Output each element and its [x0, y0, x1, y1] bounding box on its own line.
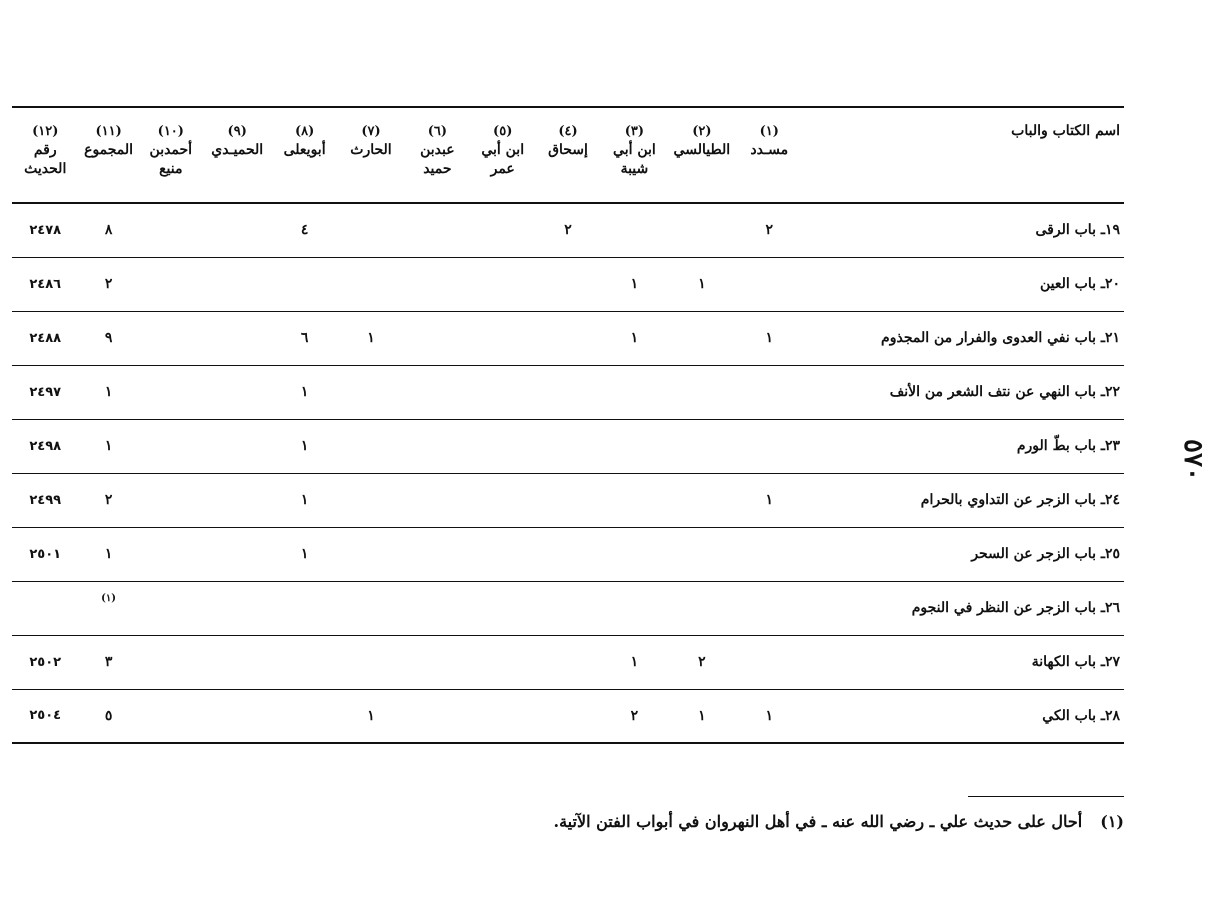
count-cell	[338, 689, 404, 743]
cell-value: ٢٥٠١	[29, 546, 62, 562]
count-cell	[668, 311, 736, 365]
table-row	[12, 365, 1124, 419]
cell-value: ٢٤٩٨	[29, 438, 62, 454]
table-row	[12, 257, 1124, 311]
count-cell	[338, 473, 404, 527]
hadith-number-cell	[12, 257, 79, 311]
count-cell	[139, 311, 203, 365]
count-cell	[601, 311, 667, 365]
chapter-name-cell: ٢٠ـ باب العين	[1039, 276, 1120, 292]
count-cell	[404, 365, 470, 419]
header-column-11	[79, 107, 139, 203]
cell-value: ١	[630, 330, 639, 346]
count-cell	[404, 257, 470, 311]
sum-cell	[79, 689, 139, 743]
count-cell	[535, 635, 601, 689]
header-column-label: الحميـدي	[211, 142, 264, 158]
count-cell	[404, 203, 470, 257]
count-cell	[471, 311, 535, 365]
header-row	[12, 107, 1124, 203]
count-cell	[601, 635, 667, 689]
cell-value: ١	[300, 546, 309, 562]
count-cell	[668, 581, 736, 635]
table-row	[12, 311, 1124, 365]
hadith-number-cell	[12, 689, 79, 743]
cell-value: ٢٤٩٩	[29, 492, 62, 508]
count-cell	[139, 257, 203, 311]
chapter-name-cell: ١٩ـ باب الرقى	[1035, 222, 1120, 239]
cell-value: ١	[765, 492, 774, 508]
count-cell	[203, 689, 271, 743]
header-column-1	[736, 107, 802, 203]
header-column-8	[271, 107, 337, 203]
header-column-label: عبدبن حميد	[420, 142, 455, 177]
sum-cell	[79, 365, 139, 419]
count-cell	[139, 365, 203, 419]
hadith-number-cell	[12, 581, 79, 635]
count-cell	[338, 311, 404, 365]
footnote-marker: (١)	[1100, 812, 1124, 831]
cell-value: ٢	[564, 222, 572, 239]
count-cell	[535, 365, 601, 419]
count-cell	[535, 419, 601, 473]
cell-value: ١	[630, 654, 639, 670]
table-row	[12, 581, 1124, 635]
sum-cell	[79, 635, 139, 689]
count-cell	[736, 311, 802, 365]
header-column-label: أبويعلى	[283, 142, 326, 158]
header-column-3	[601, 107, 667, 203]
count-cell	[139, 419, 203, 473]
count-cell	[601, 581, 667, 635]
header-column-label: إسحاق	[548, 142, 588, 158]
count-cell	[203, 419, 271, 473]
table-header	[12, 107, 1124, 203]
count-cell	[736, 527, 802, 581]
chapter-name-cell: ٢٨ـ باب الكي	[1042, 707, 1120, 724]
count-cell	[471, 257, 535, 311]
cell-value: ١	[300, 492, 309, 508]
count-cell	[736, 365, 802, 419]
cell-value: ٨	[104, 222, 113, 239]
cell-value: ٢٤٨٦	[29, 276, 62, 292]
cell-value: ١	[104, 546, 113, 562]
header-column-5	[471, 107, 535, 203]
count-cell	[139, 473, 203, 527]
chapter-name-cell: ٢٧ـ باب الكهانة	[1031, 654, 1120, 670]
hadith-number-cell	[12, 527, 79, 581]
header-column-label: الطيالسي	[673, 142, 731, 158]
header-column-7	[338, 107, 404, 203]
header-column-12	[12, 107, 79, 203]
hadith-number-cell	[12, 635, 79, 689]
header-column-4	[535, 107, 601, 203]
count-cell	[736, 635, 802, 689]
cell-value: ٢	[630, 707, 639, 724]
hadith-count-table-wrapper	[12, 106, 1124, 744]
count-cell	[203, 257, 271, 311]
cell-value: ٥	[104, 707, 113, 724]
cell-value: ٢	[698, 654, 706, 670]
count-cell	[535, 311, 601, 365]
cell-value: ١	[104, 384, 113, 400]
header-column-9	[203, 107, 271, 203]
table-row	[12, 419, 1124, 473]
count-cell	[601, 527, 667, 581]
footnote-divider	[968, 796, 1124, 797]
count-cell	[271, 527, 337, 581]
count-cell	[471, 203, 535, 257]
cell-value: ١	[300, 438, 309, 454]
header-column-label: رقم الحديث	[24, 142, 67, 177]
cell-value: ٢٤٨٨	[29, 330, 62, 346]
cell-value: ٦	[300, 330, 309, 346]
header-column-label: ابن أبي شيبة	[613, 142, 656, 177]
chapter-name-cell: ٢٥ـ باب الزجر عن السحر	[971, 546, 1120, 562]
table-row	[12, 689, 1124, 743]
sum-cell	[79, 473, 139, 527]
sum-cell	[79, 581, 139, 635]
cell-value: ١	[104, 438, 113, 454]
header-column-label: أحمدبن منيع	[149, 142, 193, 177]
count-cell	[736, 689, 802, 743]
count-cell	[338, 203, 404, 257]
cell-value: ١	[367, 707, 375, 724]
count-cell	[338, 419, 404, 473]
cell-value: ٢٤٧٨	[29, 222, 62, 238]
header-column-label: الحارث	[350, 142, 392, 158]
header-column-number: (٦)	[427, 124, 447, 139]
hadith-number-cell	[12, 419, 79, 473]
cell-value: ١	[698, 707, 706, 724]
count-cell	[736, 473, 802, 527]
header-book-chapter	[802, 107, 1124, 203]
footnote	[554, 812, 1124, 831]
count-cell	[471, 689, 535, 743]
header-column-number: (٤)	[558, 124, 578, 139]
sum-cell	[79, 419, 139, 473]
count-cell	[535, 689, 601, 743]
count-cell	[203, 635, 271, 689]
count-cell	[535, 257, 601, 311]
header-column-10	[139, 107, 203, 203]
header-column-number: (٧)	[361, 124, 381, 139]
count-cell	[736, 257, 802, 311]
count-cell	[203, 203, 271, 257]
count-cell	[601, 203, 667, 257]
cell-value: ٢	[104, 276, 113, 292]
count-cell	[668, 419, 736, 473]
header-column-number: (١٠)	[157, 124, 184, 139]
header-column-2	[668, 107, 736, 203]
count-cell	[271, 635, 337, 689]
count-cell	[203, 581, 271, 635]
count-cell	[535, 527, 601, 581]
count-cell	[139, 635, 203, 689]
header-column-number: (١)	[759, 124, 779, 139]
count-cell	[338, 365, 404, 419]
count-cell	[203, 311, 271, 365]
cell-value: ١	[630, 276, 639, 292]
sum-cell	[79, 203, 139, 257]
count-cell	[471, 527, 535, 581]
count-cell	[736, 203, 802, 257]
cell-value: ٢٥٠٢	[29, 654, 62, 670]
cell-value: ٩	[104, 330, 113, 346]
count-cell	[139, 581, 203, 635]
count-cell	[535, 581, 601, 635]
count-cell	[668, 257, 736, 311]
cell-value: ٢	[765, 222, 774, 239]
table-row	[12, 203, 1124, 257]
table-row	[12, 635, 1124, 689]
count-cell	[471, 635, 535, 689]
count-cell	[601, 419, 667, 473]
sum-cell	[79, 311, 139, 365]
count-cell	[203, 527, 271, 581]
cell-value: ٣	[104, 654, 113, 670]
count-cell	[271, 365, 337, 419]
chapter-name-cell: ٢٤ـ باب الزجر عن التداوي بالحرام	[920, 492, 1120, 508]
count-cell	[668, 365, 736, 419]
header-column-label: المجموع	[84, 142, 134, 158]
count-cell	[471, 365, 535, 419]
count-cell	[736, 419, 802, 473]
count-cell	[601, 365, 667, 419]
count-cell	[471, 581, 535, 635]
footnote-text: أحال على حديث علي ـ رضي الله عنه ـ في أهل النهروان في أبواب الفتن الآتية.	[553, 812, 1083, 831]
chapter-name-cell: ٢٣ـ باب بطّ الورم	[1016, 438, 1120, 454]
count-cell	[338, 257, 404, 311]
sum-cell	[79, 257, 139, 311]
hadith-number-cell	[12, 311, 79, 365]
header-column-number: (١١)	[95, 124, 122, 139]
cell-value: ٢٥٠٤	[29, 708, 62, 724]
count-cell	[139, 527, 203, 581]
cell-value: ٢٤٩٧	[29, 384, 62, 400]
count-cell	[601, 257, 667, 311]
count-cell	[271, 203, 337, 257]
header-column-label: ابن أبي عمر	[481, 142, 525, 177]
header-column-number: (٨)	[294, 124, 315, 139]
count-cell	[404, 635, 470, 689]
cell-value: ١	[765, 330, 774, 346]
count-cell	[404, 689, 470, 743]
count-cell	[601, 473, 667, 527]
count-cell	[404, 581, 470, 635]
count-cell	[535, 473, 601, 527]
count-cell	[271, 689, 337, 743]
header-column-number: (٢)	[692, 124, 712, 139]
count-cell	[139, 203, 203, 257]
page-number: ٥٧٠	[1178, 439, 1208, 481]
count-cell	[139, 689, 203, 743]
hadith-number-cell	[12, 473, 79, 527]
count-cell	[271, 257, 337, 311]
count-cell	[471, 473, 535, 527]
chapter-name-cell: ٢٢ـ باب النهي عن نتف الشعر من الأنف	[889, 384, 1120, 400]
hadith-number-cell	[12, 365, 79, 419]
count-cell	[404, 527, 470, 581]
table-row	[12, 527, 1124, 581]
header-column-6	[404, 107, 470, 203]
table-body	[12, 203, 1124, 743]
count-cell	[338, 581, 404, 635]
count-cell	[668, 203, 736, 257]
count-cell	[668, 527, 736, 581]
count-cell	[535, 203, 601, 257]
cell-value: ١	[300, 384, 309, 400]
footnote-reference: (١)	[101, 593, 116, 605]
chapter-name-cell: ٢٦ـ باب الزجر عن النظر في النجوم	[911, 600, 1120, 616]
count-cell	[471, 419, 535, 473]
cell-value: ٤	[300, 222, 309, 239]
count-cell	[601, 689, 667, 743]
count-cell	[338, 635, 404, 689]
header-column-number: (٥)	[493, 124, 513, 139]
cell-value: ١	[698, 276, 706, 292]
sum-cell	[79, 527, 139, 581]
count-cell	[668, 473, 736, 527]
header-column-label: اسم الكتاب والباب	[1011, 123, 1120, 139]
count-cell	[404, 311, 470, 365]
count-cell	[271, 419, 337, 473]
count-cell	[203, 473, 271, 527]
count-cell	[668, 689, 736, 743]
count-cell	[736, 581, 802, 635]
count-cell	[203, 365, 271, 419]
count-cell	[668, 635, 736, 689]
header-column-number: (٩)	[227, 124, 247, 139]
hadith-count-table	[12, 106, 1124, 744]
hadith-number-cell	[12, 203, 79, 257]
header-column-label: مسـدد	[750, 142, 789, 158]
cell-value: ٢	[104, 492, 113, 508]
header-column-number: (٣)	[624, 124, 645, 139]
chapter-name-cell: ٢١ـ باب نفي العدوى والفرار من المجذوم	[881, 330, 1120, 346]
count-cell	[271, 581, 337, 635]
count-cell	[271, 311, 337, 365]
table-row	[12, 473, 1124, 527]
cell-value: ١	[765, 707, 774, 724]
count-cell	[271, 473, 337, 527]
count-cell	[404, 473, 470, 527]
count-cell	[338, 527, 404, 581]
count-cell	[404, 419, 470, 473]
header-column-number: (١٢)	[32, 124, 59, 139]
cell-value: ١	[367, 330, 375, 346]
